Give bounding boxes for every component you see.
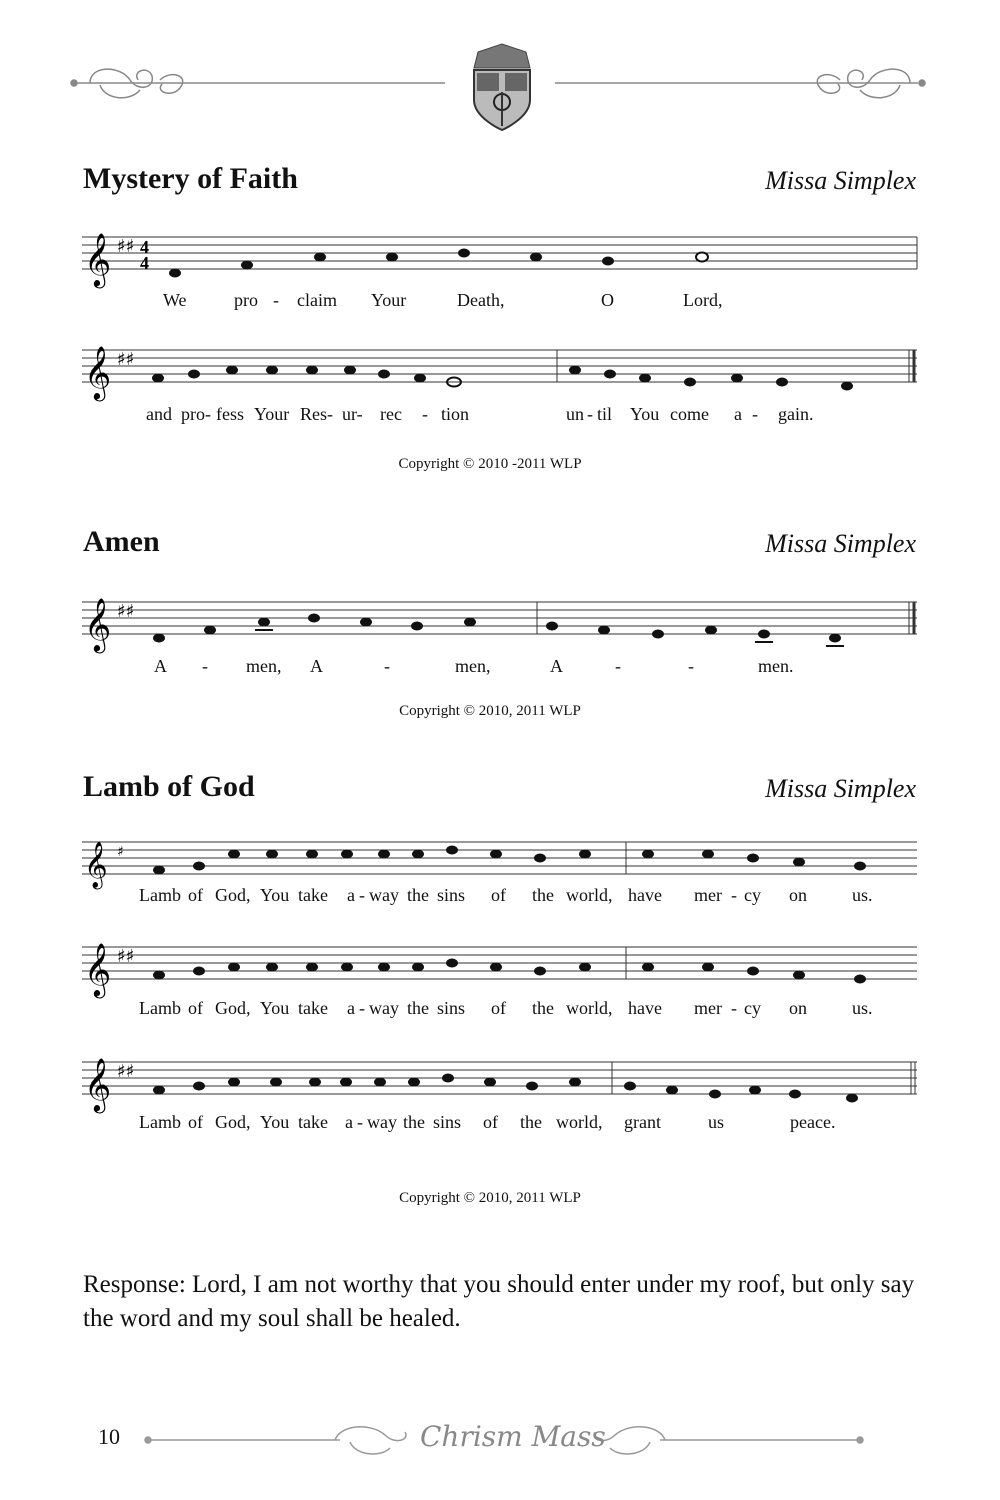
svg-text:4: 4 — [140, 237, 149, 257]
page-number: 10 — [98, 1424, 120, 1449]
section-title: Mystery of Faith — [83, 162, 298, 195]
lyrics-line: A - men, A - men, A - - men. — [154, 656, 794, 676]
music-staff — [82, 1050, 922, 1120]
section-source: Missa Simplex — [765, 166, 916, 195]
svg-text:𝄞: 𝄞 — [84, 345, 112, 399]
lyrics-line: We pro - claim Your Death, O Lord, — [163, 290, 723, 310]
svg-text:𝄞: 𝄞 — [84, 842, 108, 888]
copyright-notice: Copyright © 2010 -2011 WLP — [398, 456, 582, 472]
section-title: Lamb of God — [83, 770, 255, 803]
copyright-notice: Copyright © 2010, 2011 WLP — [399, 1190, 581, 1206]
section-source: Missa Simplex — [765, 529, 916, 558]
lyrics-line: Lamb of God, You take a - way the sins of the world, have mer - cy on us. — [139, 885, 873, 905]
header-ornament — [60, 40, 940, 135]
svg-text:♯: ♯ — [117, 844, 124, 860]
svg-text:𝄞: 𝄞 — [84, 597, 112, 651]
copyright-notice: Copyright © 2010, 2011 WLP — [399, 703, 581, 719]
music-staff — [82, 832, 922, 892]
svg-text:𝄞: 𝄞 — [84, 1057, 112, 1111]
diocese-crest-icon — [474, 44, 530, 130]
lyrics-line: Lamb of God, You take a - way the sins of the world, grant us peace. — [139, 1112, 836, 1132]
svg-text:♯♯: ♯♯ — [117, 349, 135, 370]
lyrics-line: and pro- fess Your Res- ur- rec - tion un - til You come a - gain. — [146, 404, 814, 424]
section-title: Amen — [83, 525, 160, 558]
music-staff — [82, 590, 922, 660]
svg-text:𝄞: 𝄞 — [84, 942, 112, 996]
svg-text:♯♯: ♯♯ — [117, 946, 135, 967]
svg-text:4: 4 — [140, 253, 149, 273]
music-staff — [82, 338, 922, 408]
response-text: Response: Lord, I am not worthy that you should enter under my roof, but only say the word and my soul shall be healed. — [83, 1271, 915, 1332]
section-source: Missa Simplex — [765, 774, 916, 803]
music-staff — [82, 935, 922, 1005]
lyrics-line: Lamb of God, You take a - way the sins of the world, have mer - cy on us. — [139, 998, 873, 1018]
svg-text:♯♯: ♯♯ — [117, 236, 135, 257]
svg-text:♯♯: ♯♯ — [117, 601, 135, 622]
treble-clef-icon: 𝄞 — [84, 232, 112, 286]
footer-title: Chrism Mass — [420, 1420, 606, 1453]
svg-text:♯♯: ♯♯ — [117, 1061, 135, 1082]
music-staff — [82, 225, 922, 295]
